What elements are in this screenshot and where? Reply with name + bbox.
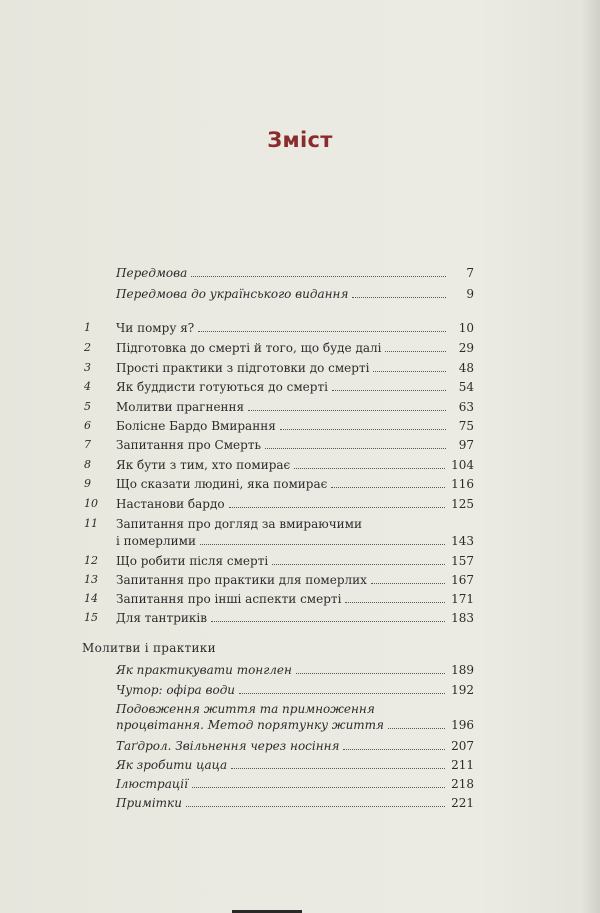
toc-entry-text-line1: Запитання про догляд за вмираючими [116, 517, 362, 531]
toc-page-number: 104 [451, 458, 474, 472]
dot-leader [211, 621, 445, 622]
dot-leader [265, 448, 446, 449]
dot-leader [231, 768, 445, 769]
page-title: Зміст [267, 128, 333, 152]
toc-page-number: 171 [451, 592, 474, 606]
toc-chapter-6 [84, 419, 474, 433]
toc-chapter-11 [84, 517, 474, 531]
dot-leader [352, 297, 446, 298]
chapter-number: 4 [84, 380, 91, 393]
dot-leader [388, 728, 445, 729]
toc-entry-text: Як бути з тим, хто помирає [116, 458, 291, 472]
dot-leader [191, 276, 446, 277]
toc-page-number: 29 [458, 341, 474, 355]
toc-page-number: 211 [451, 758, 474, 772]
dot-leader [198, 331, 446, 332]
toc-illustrations [116, 777, 474, 791]
toc-page-number: 97 [458, 438, 474, 452]
dot-leader [272, 564, 445, 565]
dot-leader [345, 602, 445, 603]
toc-practice-tagdrol [116, 739, 474, 753]
chapter-number: 1 [84, 321, 91, 334]
chapter-number: 6 [84, 419, 91, 432]
dot-leader [229, 507, 445, 508]
chapter-number: 14 [84, 592, 98, 605]
chapter-number: 7 [84, 438, 91, 451]
chapter-number: 2 [84, 341, 91, 354]
toc-entry-text: Примітки [116, 796, 182, 810]
toc-entry-text: Для тантриків [116, 611, 207, 625]
toc-page-number: 7 [466, 266, 474, 280]
toc-page-number: 75 [458, 419, 474, 433]
toc-entry-ukrainian-preface [116, 287, 474, 301]
toc-practice-tonglen [116, 663, 474, 677]
toc-entry-text: Підготовка до смерті й того, що буде далі [116, 341, 382, 355]
toc-chapter-7 [84, 438, 474, 452]
toc-page-number: 189 [451, 663, 474, 677]
toc-page-number: 207 [451, 739, 474, 753]
toc-entry-text: Запитання про практики для померлих [116, 573, 367, 587]
toc-chapter-4 [84, 380, 474, 394]
toc-entry-text: Болісне Бардо Вмирання [116, 419, 276, 433]
dot-leader [186, 806, 445, 807]
toc-chapter-12 [84, 554, 474, 568]
toc-entry-text: Що робити після смерті [116, 554, 269, 568]
toc-chapter-9 [84, 477, 474, 491]
toc-practice-long-life-cont [116, 718, 474, 732]
chapter-number: 15 [84, 611, 98, 624]
toc-practice-tsatsa [116, 758, 474, 772]
dot-leader [248, 410, 446, 411]
toc-page-number: 192 [451, 683, 474, 697]
chapter-number: 13 [84, 573, 98, 586]
dot-leader [239, 693, 445, 694]
toc-page-number: 221 [451, 796, 474, 810]
toc-page-number: 116 [451, 477, 474, 491]
toc-entry-text: Як практикувати тонглен [116, 663, 292, 677]
dot-leader [200, 544, 445, 545]
toc-page-number: 157 [451, 554, 474, 568]
toc-page-number: 10 [458, 321, 474, 335]
section-heading: Молитви і практики [82, 641, 216, 655]
toc-chapter-3 [84, 361, 474, 375]
toc-entry-text: Чутор: офіра води [116, 683, 236, 697]
toc-chapter-1 [84, 321, 474, 335]
toc-chapter-14 [84, 592, 474, 606]
toc-entry-text: Що сказати людині, яка помирає [116, 477, 328, 491]
dot-leader [296, 673, 445, 674]
toc-practice-chutor [116, 683, 474, 697]
chapter-number: 12 [84, 554, 98, 567]
toc-entry-text: Прості практики з підготовки до смерті [116, 361, 370, 375]
toc-chapter-2 [84, 341, 474, 355]
toc-chapter-10 [84, 497, 474, 511]
toc-chapter-11-cont [116, 534, 474, 548]
toc-entry-text: Молитви прагнення [116, 400, 245, 414]
toc-entry-preface [116, 266, 474, 280]
toc-chapter-13 [84, 573, 474, 587]
toc-entry-text-line2: і померлими [116, 534, 196, 548]
toc-entry-text: Запитання про Смерть [116, 438, 261, 452]
toc-chapter-5 [84, 400, 474, 414]
toc-entry-text: Настанови бардо [116, 497, 225, 511]
dot-leader [294, 468, 445, 469]
chapter-number: 5 [84, 400, 91, 413]
dot-leader [332, 390, 446, 391]
dot-leader [280, 429, 446, 430]
toc-page-number: 196 [451, 718, 474, 732]
chapter-number: 10 [84, 497, 98, 510]
toc-page-number: 9 [466, 287, 474, 301]
dot-leader [371, 583, 445, 584]
toc-page-number: 63 [458, 400, 474, 414]
toc-entry-text: Таґдрол. Звільнення через носіння [116, 739, 340, 753]
toc-notes [116, 796, 474, 810]
toc-entry-text: Ілюстрації [116, 777, 188, 791]
toc-page-number: 125 [451, 497, 474, 511]
toc-entry-text-line1: Подовження життя та примноження [116, 702, 375, 716]
toc-practice-long-life [116, 702, 474, 716]
toc-entry-text: Чи помру я? [116, 321, 195, 335]
chapter-number: 8 [84, 458, 91, 471]
toc-entry-text: Передмова до українського видання [116, 287, 349, 301]
toc-entry-text: Як буддисти готуються до смерті [116, 380, 328, 394]
dot-leader [343, 749, 445, 750]
toc-page-number: 48 [458, 361, 474, 375]
toc-page-number: 183 [451, 611, 474, 625]
chapter-number: 3 [84, 361, 91, 374]
toc-entry-text: Запитання про інші аспекти смерті [116, 592, 342, 606]
toc-page-number: 218 [451, 777, 474, 791]
toc-entry-text: Як зробити цаца [116, 758, 228, 772]
chapter-number: 9 [84, 477, 91, 490]
toc-page-number: 143 [451, 534, 474, 548]
dot-leader [192, 787, 445, 788]
dot-leader [373, 371, 446, 372]
toc-entry-text: Передмова [116, 266, 188, 280]
toc-chapter-8 [84, 458, 474, 472]
toc-chapter-15 [84, 611, 474, 625]
toc-page-number: 54 [458, 380, 474, 394]
toc-entry-text-line2: процвітання. Метод порятунку життя [116, 718, 384, 732]
dot-leader [331, 487, 445, 488]
chapter-number: 11 [84, 517, 98, 530]
toc-page-number: 167 [451, 573, 474, 587]
dot-leader [385, 351, 446, 352]
